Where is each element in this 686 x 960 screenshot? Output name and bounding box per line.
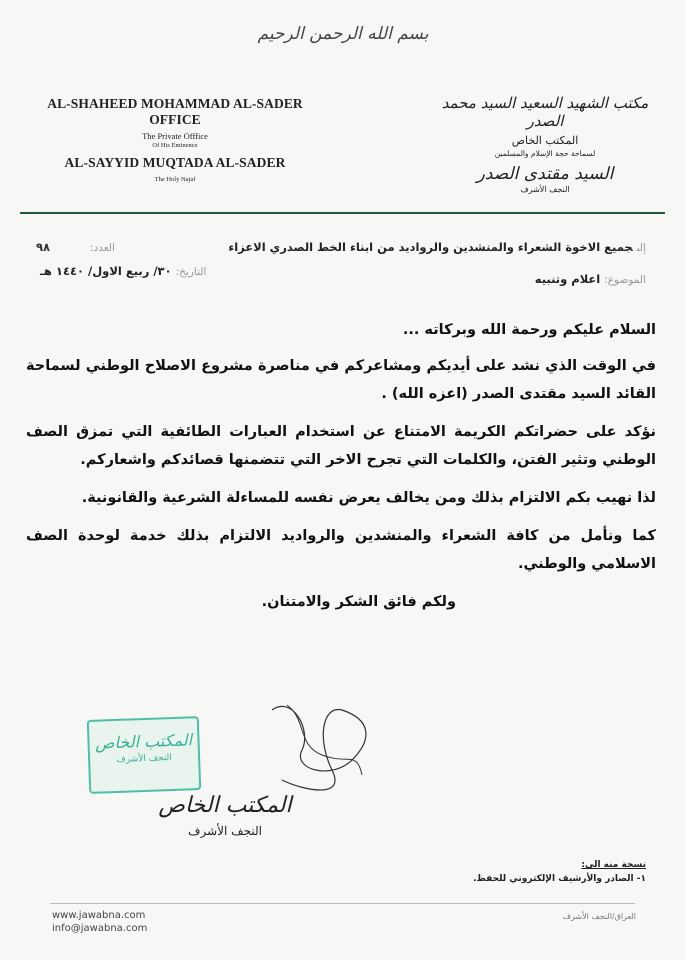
paragraph-3: لذا نهيب بكم الالتزام بذلك ومن يخالف يعرض نفسه للمساءلة الشرعية والقانونية. <box>81 490 656 506</box>
closing: ولكم فائق الشكر والامتنان. <box>261 594 456 610</box>
office-name-en: AL-SHAHEED MOHAMMAD AL-SADER OFFICE <box>47 96 303 127</box>
date-label: التاريخ: <box>175 266 207 278</box>
footer-contacts <box>52 909 147 935</box>
basmala: بسم الله الرحمن الرحيم <box>257 24 429 44</box>
paragraph-2: نؤكد على حضراتكم الكريمة الامتناع عن استخدام العبارات الطائفية التي تمزق الصف الوطني وتثير الفتن، والكلمات التي تجرح الاخر التي تتضمنها قصائدكم واشعاركم. <box>26 424 656 468</box>
subject-line <box>36 272 646 286</box>
sayyid-name-en: AL-SAYYID MUQTADA AL-SADER <box>64 155 286 170</box>
sayyid-name-ar: السيد مقتدى الصدر <box>476 164 614 184</box>
signature-block <box>150 793 300 838</box>
footer-location: العراق/النجف الأشرف <box>562 912 636 921</box>
footer-email: info@jawabna.com <box>52 923 148 934</box>
copies-heading: نسخة منه الى: <box>581 860 646 870</box>
stamp-line-1: المكتب الخاص <box>94 730 193 753</box>
official-stamp <box>87 716 202 794</box>
number-value: ٩٨ <box>36 240 51 254</box>
paragraph-4: كما ونأمل من كافة الشعراء والمنشدين والرواديد الالتزام بذلك خدمة لوحدة الصف الاسلامي والوطني. <box>26 528 656 572</box>
footer-website: www.jawabna.com <box>52 910 146 921</box>
signature-line-1: المكتب الخاص <box>158 793 292 818</box>
copies-item-1: ١- الصادر والأرشيف الإلكتروني للحفظ. <box>473 874 646 884</box>
recipient-line <box>36 240 646 254</box>
date-value: ٣٠/ ربيع الاول/ ١٤٤٠ هـ <box>40 264 172 278</box>
letter-body <box>26 316 656 616</box>
english-letterhead <box>40 96 310 183</box>
of-his-eminence-ar: لسماحة حجة الإسلام والمسلمين <box>494 149 596 158</box>
footer-divider <box>50 903 635 904</box>
stamp-line-2: النجف الأشرف <box>116 753 173 765</box>
paragraph-1: في الوقت الذي نشد على أيديكم ومشاعركم في مناصرة مشروع الاصلاح الوطني لسماحة القائد السيد مقتدى الصدر (اعزه الله) . <box>26 358 656 402</box>
to-label: إلى <box>636 242 646 254</box>
private-office-en: The Private Offfice <box>142 131 208 141</box>
subject-label: الموضوع: <box>604 274 646 286</box>
header-divider <box>20 212 665 214</box>
to-value: جميع الاخوة الشعراء والمنشدين والرواديد من ابناء الخط الصدري الاعزاء <box>228 240 633 254</box>
office-name-ar: مكتب الشهيد السعيد السيد محمد الصدر <box>441 94 649 130</box>
signature-line-2: النجف الأشرف <box>188 824 262 838</box>
of-his-eminence-en: Of His Eminence <box>152 142 198 149</box>
arabic-letterhead <box>425 94 665 194</box>
greeting: السلام عليكم ورحمة الله وبركاته ... <box>402 322 656 338</box>
city-en: The Holy Najaf <box>154 176 196 183</box>
city-ar: النجف الأشرف <box>520 185 570 194</box>
subject-value: اعلام وتنبيه <box>534 272 601 286</box>
number-label: العدد: <box>90 242 115 254</box>
scribble-mark <box>262 690 382 800</box>
private-office-ar: المكتب الخاص <box>511 134 579 147</box>
copies-block <box>346 858 646 886</box>
